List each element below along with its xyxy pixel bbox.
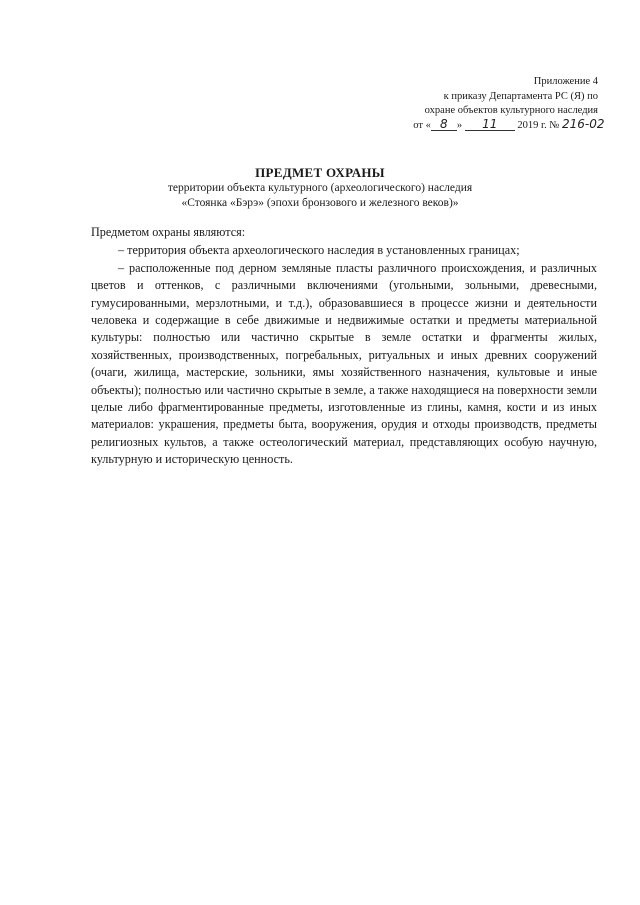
appendix-number: Приложение 4 — [533, 76, 598, 87]
order-date-line — [413, 116, 605, 134]
subtitle-line-1: территории объекта культурного (археологического) наследия — [167, 182, 473, 194]
appendix-header — [413, 75, 605, 133]
title-block — [0, 165, 640, 211]
document-title: ПРЕДМЕТ ОХРАНЫ — [255, 165, 385, 180]
department-name: охране объектов культурного наследия — [424, 105, 598, 116]
handwritten-month: 11 — [465, 119, 515, 131]
handwritten-day: 8 — [431, 119, 457, 131]
handwritten-order-number: 216-02 — [562, 116, 605, 131]
year-and-number-label: 2019 г. № — [517, 119, 560, 131]
intro-text: Предметом охраны являются: — [91, 225, 246, 239]
order-reference: к приказу Департамента РС (Я) по — [443, 90, 598, 102]
document-body — [91, 224, 597, 469]
list-item-layers: – расположенные под дерном земляные пласты различного происхождения, и различных цветов и оттенков, с различными включениями (угольными, зольными, древесными, гумусированными, мерзлотными, и т.д.), образовавшиеся в процессе жизни и деятельности человека и содержащие в себе движимые и недвижимые остатки и предметы материальной культуры: полностью или частично скрытые в земле остатки и фрагменты жилых, хозяйственных, производственных, погребальных, ритуальных и иных древних сооружений (очаги, жилища, мастерские, зольники, ямы хозяйственного назначения, культовые и иные объекты); полностью или частично скрытые в земле, а также находящиеся на поверхности земли целые либо фрагментированные предметы, изготовленные из глины, камня, кости и из иных материалов: украшения, предметы быта, вооружения, орудия и отходы производств, предметы религиозных культов, а также остеологический материал, представляющих особую научную, культурную и историческую ценность. — [91, 260, 597, 467]
list-item-territory: – территория объекта археологического наследия в установленных границах; — [118, 243, 520, 258]
date-prefix: от « — [413, 119, 431, 131]
subtitle-line-2: «Стоянка «Бэрэ» (эпохи бронзового и железного веков)» — [181, 197, 459, 209]
date-quote-close: » — [456, 119, 463, 131]
